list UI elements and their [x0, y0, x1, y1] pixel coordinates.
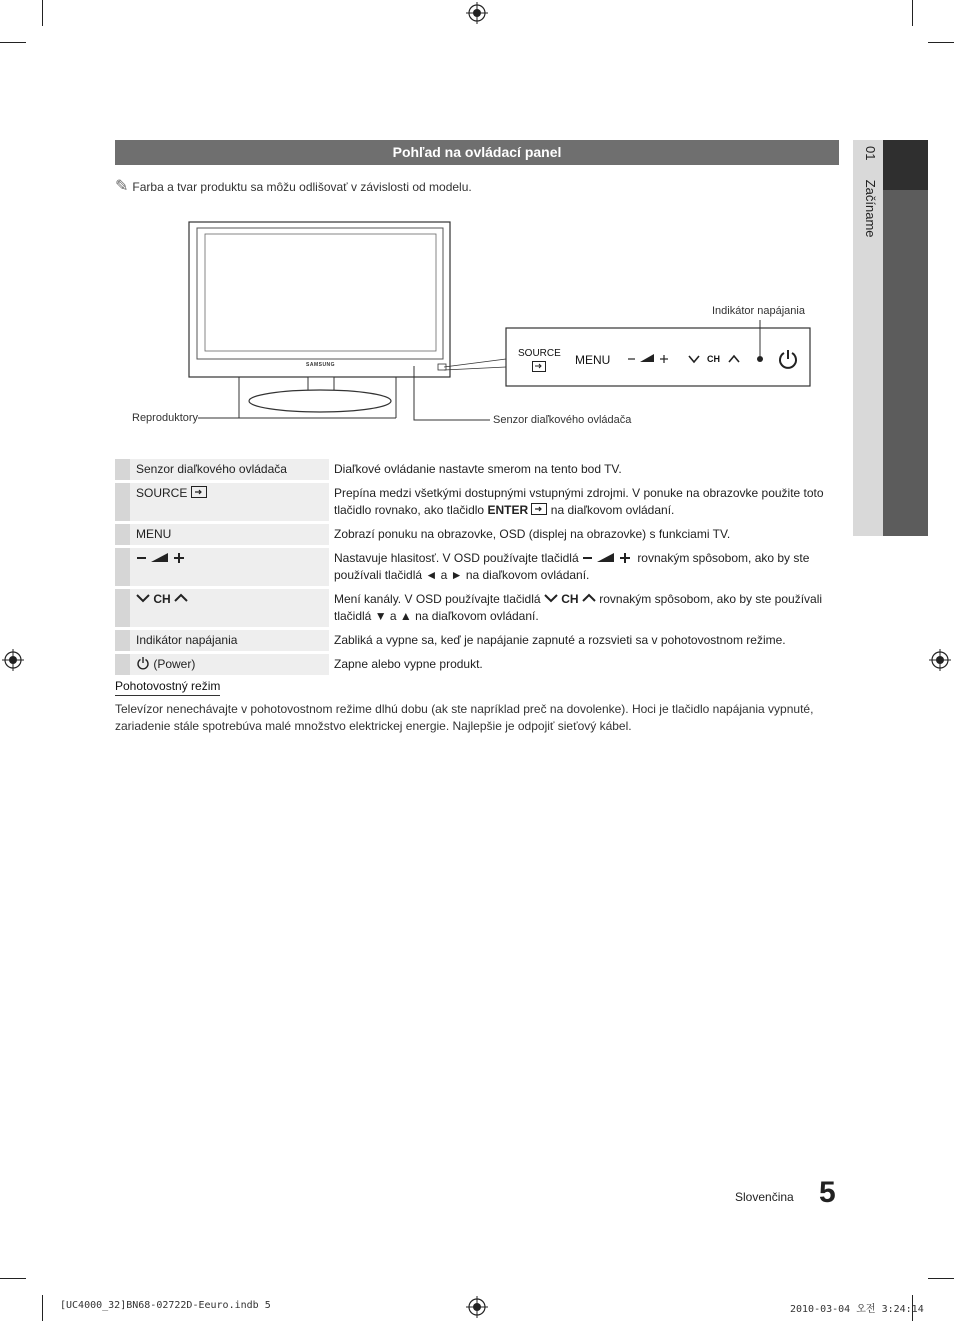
print-slug-left: [UC4000_32]BN68-02722D-Eeuro.indb 5	[60, 1300, 271, 1311]
chevron-down-icon	[136, 593, 150, 603]
source-enter-icon	[532, 361, 546, 372]
enter-icon	[191, 486, 207, 498]
chapter-title: Začíname	[863, 179, 878, 238]
row-desc: Diaľkové ovládanie nastavte smerom na tento bod TV.	[329, 459, 839, 480]
panel-source-label: SOURCE	[518, 348, 561, 359]
row-marker	[115, 459, 130, 480]
label-power-indicator: Indikátor napájania	[712, 305, 805, 317]
row-marker	[115, 548, 130, 586]
panel-ch-label: CH	[707, 354, 720, 364]
chevron-up-icon	[582, 593, 596, 603]
registration-mark-icon	[466, 1296, 488, 1318]
footer-language: Slovenčina	[735, 1190, 794, 1204]
crop-mark	[0, 1278, 26, 1279]
row-desc: Zapne alebo vypne produkt.	[329, 654, 839, 675]
label-speakers: Reproduktory	[132, 412, 199, 424]
row-marker	[115, 654, 130, 675]
crop-mark	[928, 1278, 954, 1279]
standby-heading: Pohotovostný režim	[115, 679, 220, 696]
print-slug-right: 2010-03-04 오전 3:24:14	[790, 1304, 924, 1315]
row-desc: Prepína medzi všetkými dostupnými vstupnými zdrojmi. V ponuke na obrazovke použite toto tlačidlo rovnako, ako tlačidlo ENTER na diaľkovom ovládaní.	[329, 483, 839, 521]
chevron-down-icon	[544, 593, 558, 603]
row-key: (Power)	[130, 654, 329, 675]
row-key	[130, 589, 329, 627]
row-marker	[115, 589, 130, 627]
table-row	[115, 630, 839, 651]
row-key	[130, 548, 329, 586]
panel-ch-down-icon[interactable]	[688, 354, 700, 364]
row-marker	[115, 524, 130, 545]
panel-menu-button[interactable]: MENU	[575, 353, 611, 367]
tv-front-diagram	[0, 0, 954, 440]
standby-text: Televízor nenechávajte v pohotovostnom režime dlhú dobu (ak ste napríklad preč na dovolenke). Hoci je tlačidlo napájania vypnuté, zariadenie stále spotrebúva malé množstvo elektrickej energie. Najlepšie je odpojiť sieťový kábel.	[115, 702, 814, 733]
registration-mark-icon	[2, 649, 24, 671]
row-marker	[115, 483, 130, 521]
row-key	[130, 483, 329, 521]
tv-brand-logo: SAMSUNG	[306, 362, 336, 368]
panel-power-button-icon[interactable]	[777, 348, 799, 370]
chapter-number: 01	[863, 146, 878, 161]
control-panel-table	[115, 456, 839, 678]
page-number: 5	[819, 1176, 836, 1209]
pencil-note-icon: ✎	[115, 178, 129, 195]
source-label: SOURCE	[136, 486, 188, 500]
row-desc: Zobrazí ponuku na obrazovke, OSD (displej na obrazovke) s funkciami TV.	[329, 524, 839, 545]
table-row	[115, 483, 839, 521]
volume-icon	[582, 550, 634, 564]
crop-mark	[42, 1295, 43, 1321]
table-row	[115, 589, 839, 627]
ch-label: CH	[153, 592, 171, 606]
row-key: MENU	[130, 524, 329, 545]
row-desc: Zabliká a vypne sa, keď je napájanie zapnuté a rozsvieti sa v pohotovostnom režime.	[329, 630, 839, 651]
panel-ch-up-icon[interactable]	[728, 354, 740, 364]
section-title: Pohľad na ovládací panel	[115, 140, 839, 165]
row-key: Indikátor napájania	[130, 630, 329, 651]
row-desc: Nastavuje hlasitosť. V OSD používajte tlačidlá rovnakým spôsobom, ako by ste používali tlačidlá ◄ a ► na diaľkovom ovládaní.	[329, 548, 839, 586]
volume-icon	[136, 550, 188, 564]
registration-mark-icon	[929, 649, 951, 671]
table-row	[115, 654, 839, 675]
panel-source-button[interactable]	[518, 348, 561, 359]
power-icon	[136, 656, 150, 670]
table-row	[115, 524, 839, 545]
panel-volume-control[interactable]	[626, 351, 672, 365]
note-text: Farba a tvar produktu sa môžu odlišovať v závislosti od modelu.	[132, 180, 472, 194]
power-indicator-led	[757, 356, 763, 362]
enter-icon	[531, 503, 547, 515]
table-row	[115, 548, 839, 586]
label-remote-sensor: Senzor diaľkového ovládača	[493, 414, 632, 426]
row-desc: Mení kanály. V OSD používajte tlačidlá CH rovnakým spôsobom, ako by ste používali tlačidlá ▼ a ▲ na diaľkovom ovládaní.	[329, 589, 839, 627]
table-row	[115, 459, 839, 480]
row-marker	[115, 630, 130, 651]
row-key: Senzor diaľkového ovládača	[130, 459, 329, 480]
chevron-up-icon	[174, 593, 188, 603]
